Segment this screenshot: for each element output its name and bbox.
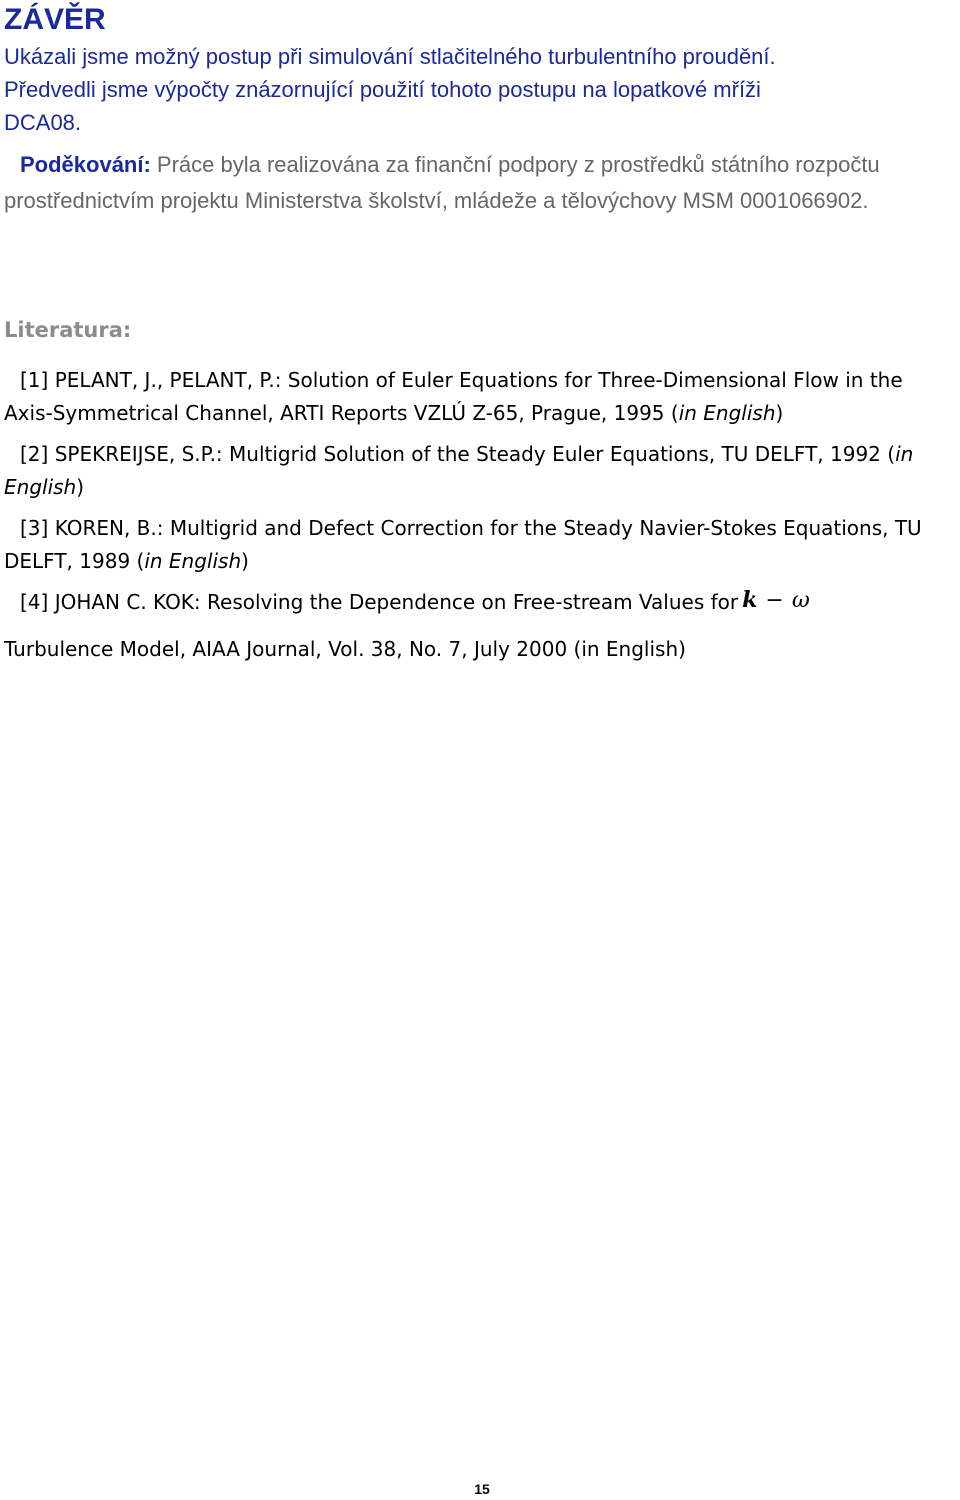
reference-text: [1] PELANT, J., PELANT, P.: Solution of Euler Equations for Three-Dimensional Flow in the Axis-Symmetrical Channel, ARTI Reports VZLÚ Z-65, Prague, 1995 ( [4, 368, 903, 425]
reference-text: [2] SPEKREIJSE, S.P.: Multigrid Solution of the Steady Euler Equations, TU DELFT, 1992 ( [20, 442, 896, 466]
literature-heading: Literatura: [4, 318, 132, 342]
reference-close: ) [775, 401, 784, 425]
acknowledgement-label: Poděkování: [20, 152, 151, 177]
conclusion-line-1: Ukázali jsme možný postup při simulování stlačitelného turbulentního proudění. [4, 44, 776, 69]
page-number: 15 [474, 1481, 490, 1497]
reference-text: [4] JOHAN C. KOK: Resolving the Dependence on Free-stream Values for [20, 590, 739, 614]
reference-item-3 [4, 512, 954, 578]
acknowledgement-text: Práce byla realizována za finanční podpory z prostředků státního rozpočtu prostřednictvím projektu Ministerstva školství, mládeže a tělovýchovy MSM 0001066902. [4, 152, 880, 213]
math-k: k [742, 587, 758, 613]
reference-language: in English [4, 442, 914, 499]
reference-item-1 [4, 364, 954, 430]
conclusion-paragraph [4, 40, 954, 139]
reference-list [4, 364, 954, 674]
math-minus: − [765, 588, 784, 613]
reference-item-4 [4, 586, 954, 666]
reference-continuation: Turbulence Model, AIAA Journal, Vol. 38, No. 7, July 2000 (in English) [4, 637, 686, 661]
reference-language: in English [678, 401, 776, 425]
acknowledgement-paragraph [4, 147, 960, 219]
reference-close: ) [241, 549, 249, 573]
reference-text: [3] KOREN, B.: Multigrid and Defect Correction for the Steady Navier-Stokes Equations, TU DELFT, 1989 ( [4, 516, 922, 573]
k-omega-formula [738, 586, 810, 615]
conclusion-line-3: DCA08. [4, 110, 82, 135]
conclusion-line-2: Předvedli jsme výpočty znázornující použití tohoto postupu na lopatkové mříži [4, 77, 761, 102]
math-omega: ω [791, 588, 810, 613]
reference-language: in English [144, 549, 242, 573]
reference-item-2 [4, 438, 954, 504]
section-title: ZÁVĚR [4, 3, 106, 36]
reference-close: ) [76, 475, 85, 499]
